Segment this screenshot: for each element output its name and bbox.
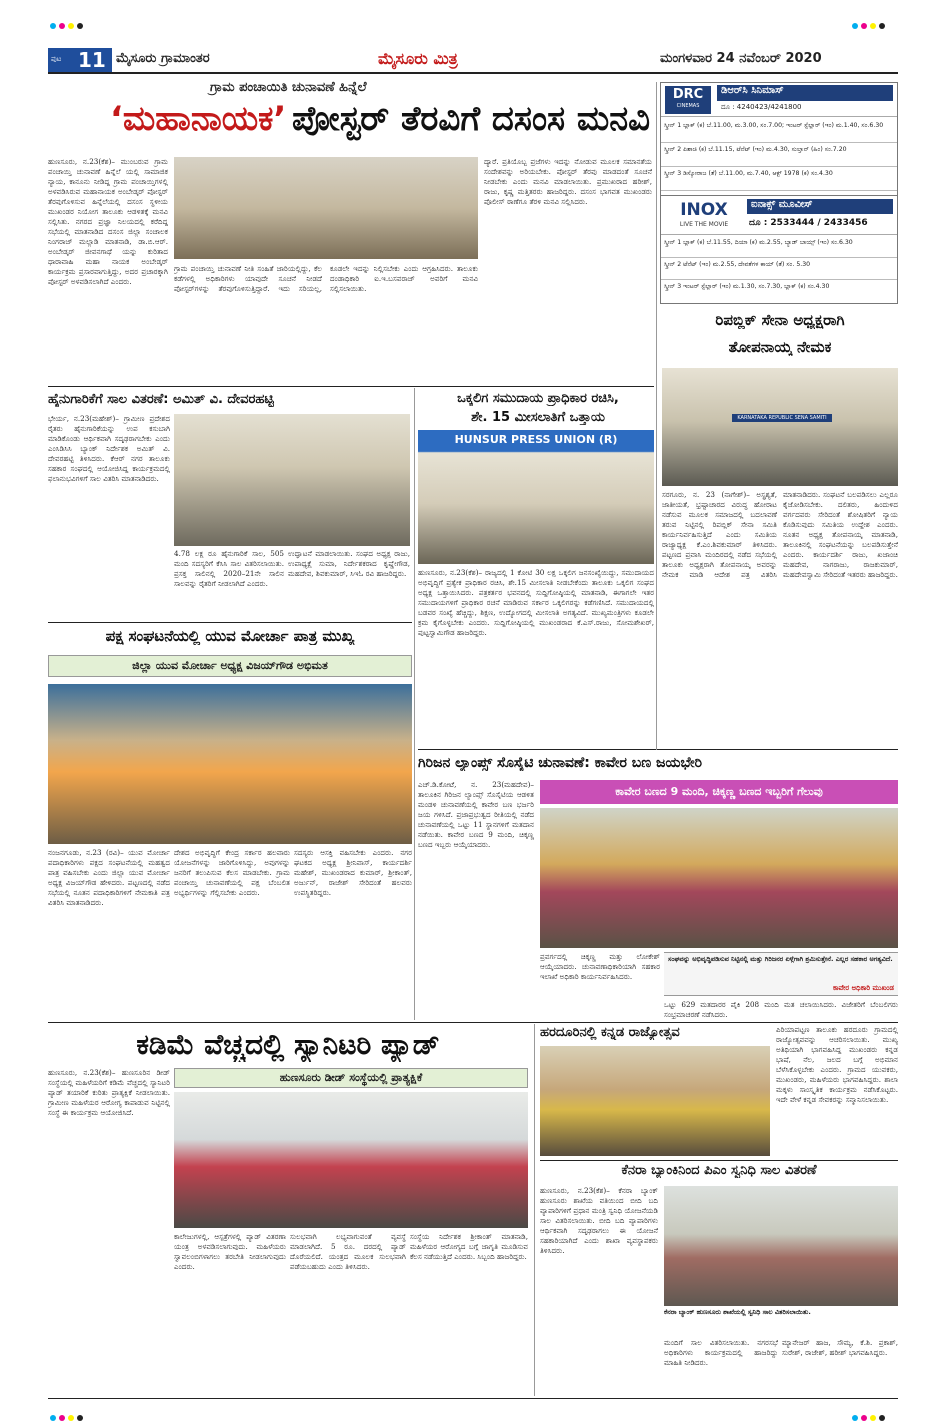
drc-screen-3: ಸ್ಕ್ರೀನ್ 3 ಡಿಸ್ಕೋರಾಜ (ತೆ) ಬೆ.11.00, ಮ.7.40, ಆಕ್ಟ್ 1978 (ಕ) ಸಂ.4.30 [661, 167, 897, 191]
sena-banner: KARNATAKA REPUBLIC SENA SAMITI [732, 414, 832, 422]
inox-title: ಐನಾಕ್ಸ್ ಮೂವೀಸ್ [747, 199, 893, 214]
sanitary-body-2: ಕಾಲೇಜುಗಳಲ್ಲಿ, ಆಸ್ಪತ್ರೆಗಳಲ್ಲಿ ಪ್ಯಾಡ್ ವಿತರಣಾ ಯಂತ್ರ ಅಳವಡಿಸಲಾಗುವುದು. ಮಹಿಳೆಯರು ಸ್ವಾವಲಂಬಿಗಳಾಗಲು ತರಬೇತಿ ನೀಡಲಾಗುವುದು ಎಂದರು. [174, 1232, 286, 1271]
rajyotsava-body: ಪಿರಿಯಾಪಟ್ಟಣ ತಾಲೂಕು ಹರದೂರು ಗ್ರಾಮದಲ್ಲಿ ರಾಜ್ಯೋತ್ಸವವನ್ನು ಆಚರಿಸಲಾಯಿತು. ಮುಖ್ಯ ಅತಿಥಿಯಾಗಿ ಭಾಗವಹಿಸಿದ್ದ ಮುಖಂಡರು ಕನ್ನಡ ಭಾಷೆ, ನೆಲ, ಜಲದ ಬಗ್ಗೆ ಅಭಿಮಾನ ಬೆಳೆಸಿಕೊಳ್ಳಬೇಕು ಎಂದರು. ಗ್ರಾಮದ ಯುವಕರು, ಮುಖಂಡರು, ಮಹಿಳೆಯರು ಭಾಗವಹಿಸಿದ್ದರು. ಶಾಲಾ ಮಕ್ಕಳು ಸಾಂಸ್ಕೃತಿಕ ಕಾರ್ಯಕ್ರಮ ನಡೆಸಿಕೊಟ್ಟರು. ಇದೇ ವೇಳೆ ಕನ್ನಡ ಸೇವಕರನ್ನು ಸನ್ಮಾನಿಸಲಾಯಿತು. [776, 1025, 898, 1104]
drc-screen-2: ಸ್ಕ್ರೀನ್ 2 ಪಿಶಾಚಿ (ಕ) ಬೆ.11.15, ಟೆನೆಟ್ (ಇಂ) ಮ.4.30, ಸುಲ್ತಾನ್ (ಹಿಂ) ಸಂ.7.20 [661, 143, 897, 167]
vrule-bottom [534, 1024, 535, 1396]
drc-logo [665, 86, 711, 114]
rule-under-okkaliga [418, 749, 898, 750]
lead-headline [110, 99, 650, 147]
registration-marks-bottom-left [50, 1406, 90, 1414]
loan-body-2: 4.78 ಲಕ್ಷ ರೂ ಹೈನುಗಾರಿಕೆ ಸಾಲ, 505 ಮಂದಿ ಸದಸ್ಯರಿಗೆ ಕೆಸಿಸಿ ಸಾಲ ವಿತರಿಸಲಾಯಿತು. ಪ್ರಸಕ್ತ ಸಾಲಿನಲ್ಲಿ 2020–21ನೇ ಸಾಲಿನ ಸಾಲವನ್ನು ರೈತರಿಗೆ ನೀಡಲಾಗಿದೆ ಎಂದರು. [174, 549, 284, 588]
registration-marks-top-right [852, 14, 892, 22]
inox-screen-2: ಸ್ಕ್ರೀನ್ 2 ಟೆನೆಟ್ (ಇಂ) ಮ.2.55, ದೇವತೆಗಳ ಕಾಯ್ (ತೆ) ಸಂ. 5.30 [661, 258, 897, 280]
sena-headline-1: ರಿಪಬ್ಲಿಕ್ ಸೇನಾ ಅಧ್ಯಕ್ಷರಾಗಿ [715, 311, 845, 329]
rule-under-yuva [48, 1022, 898, 1023]
canara-body: ಹುಣಸೂರು, ನ.23(ಕೆಶ)– ಕೆನರಾ ಬ್ಯಾಂಕ್ ಹುಣಸೂರು ಶಾಖೆಯ ವತಿಯಿಂದ ಬೀದಿ ಬದಿ ವ್ಯಾಪಾರಿಗಳಿಗೆ ಪ್ರಧಾನ ಮಂತ್ರಿ ಸ್ವನಿಧಿ ಯೋಜನೆಯಡಿ ಸಾಲ ವಿತರಿಸಲಾಯಿತು. ಬೀದಿ ಬದಿ ವ್ಯಾಪಾರಿಗಳು ಆರ್ಥಿಕವಾಗಿ ಸದೃಢರಾಗಲು ಈ ಯೋಜನೆ ಸಹಕಾರಿಯಾಗಿದೆ ಎಂದು ಶಾಖಾ ವ್ಯವಸ್ಥಾಪಕರು ತಿಳಿಸಿದರು. [540, 1186, 658, 1255]
canara-caption: ಕೆನರಾ ಬ್ಯಾಂಕ್ ಹುಣಸೂರು ಶಾಖೆಯಲ್ಲಿ ಸ್ವನಿಧಿ ಸಾಲ ವಿತರಿಸಲಾಯಿತು. [664, 1308, 811, 1316]
lamps-quote-by: ಕಾವೇರ ಅಧಿಕಾರಿ ಮುಖಂಡ [833, 984, 894, 992]
lamps-photo [540, 808, 898, 948]
loan-body-3: ಉದ್ಘಾಟನೆ ಮಾಡಲಾಯಿತು. ಸಂಘದ ಅಧ್ಯಕ್ಷ ರಾಜು, ಉಪಾಧ್ಯಕ್ಷೆ ಸುಮಾ, ನಿರ್ದೇಶಕರಾದ ಕೃಷ್ಣೇಗೌಡ, ಮಹದೇವ, ಶಿವಕುಮಾರ್, ಸಿಇಓ ರವಿ ಹಾಜರಿದ್ದರು. [288, 549, 410, 578]
drc-schedule [661, 119, 897, 191]
sanitary-body-1: ಹುಣಸೂರು, ನ.23(ಕೆಶ)– ಹುಣಸೂರಿನ ಡೀಡ್ ಸಂಸ್ಥೆಯಲ್ಲಿ ಮಹಿಳೆಯರಿಗೆ ಕಡಿಮೆ ವೆಚ್ಚದಲ್ಲಿ ಸ್ಯಾನಿಟರಿ ಪ್ಯಾಡ್ ತಯಾರಿಕೆ ಕುರಿತು ಪ್ರಾತ್ಯಕ್ಷಿಕೆ ನೀಡಲಾಯಿತು. ಗ್ರಾಮೀಣ ಮಹಿಳೆಯರ ಆರೋಗ್ಯ ಕಾಪಾಡುವ ನಿಟ್ಟಿನಲ್ಲಿ ಸಂಸ್ಥೆ ಈ ಕಾರ್ಯಕ್ರಮ ಆಯೋಜಿಸಿದೆ. [48, 1068, 170, 1117]
loan-photo [174, 414, 410, 546]
sena-headline-2: ತೋಪನಾಯ್ಕ ನೇಮಕ [728, 338, 832, 356]
section-name: ಮೈಸೂರು ಗ್ರಾಮಾಂತರ [116, 51, 210, 66]
sanitary-body-3: ಸುಲಭವಾಗಿ ಲಭ್ಯವಾಗುವಂತೆ ವ್ಯವಸ್ಥೆ ಮಾಡಲಾಗಿದೆ. 5 ರೂ. ದರದಲ್ಲಿ ಪ್ಯಾಡ್ ದೊರೆಯಲಿದೆ. ಯಂತ್ರದ ಮೂಲಕ ಸುಲಭವಾಗಿ ಪಡೆಯಬಹುದು ಎಂದು ತಿಳಿಸಿದರು. [290, 1232, 406, 1271]
yuva-sub: ಜಿಲ್ಲಾ ಯುವ ಮೋರ್ಚಾ ಅಧ್ಯಕ್ಷ ವಿಜಯ್‌ಗೌಡ ಅಭಿಮತ [48, 655, 412, 677]
rule-under-rajyotsava [540, 1160, 898, 1161]
yuva-photo [48, 684, 412, 844]
canara-headline: ಕೆನರಾ ಬ್ಯಾಂಕಿನಿಂದ ಪಿಎಂ ಸ್ವನಿಧಿ ಸಾಲ ವಿತರಣೆ [621, 1163, 817, 1178]
rajyotsava-headline: ಹರದೂರಿನಲ್ಲಿ ಕನ್ನಡ ರಾಜ್ಯೋತ್ಸವ [540, 1025, 680, 1040]
inox-screen-1: ಸ್ಕ್ರೀನ್ 1 ಬ್ಲಾಕ್ (ಕ) ಬೆ.11.55, ದಿಯಾ (ಕ) ಮ.2.55, ಬ್ಯಾಡ್ ಬಾಯ್ಸ್ (ಇಂ) ಸಂ.6.30 [661, 236, 897, 258]
sanitary-photo [174, 1092, 528, 1228]
lamps-body-3: ಒಟ್ಟು 629 ಮತದಾರರ ಪೈಕಿ 208 ಮಂದಿ ಮತ ಚಲಾಯಿಸಿದರು. ವಿಜೇತರಿಗೆ ಬೆಂಬಲಿಗರು ಸಂಭ್ರಮಾಚರಣೆ ನಡೆಸಿದರು. [664, 1000, 898, 1019]
drc-header [661, 83, 897, 117]
sena-photo [662, 368, 898, 486]
lamps-headline: ಗಿರಿಜನ ಲ್ಯಾಂಪ್ಸ್ ಸೊಸೈಟಿ ಚುನಾವಣೆ: ಕಾವೇರ ಬಣ ಜಯಭೇರಿ [418, 755, 702, 771]
sanitary-sub: ಹುಣಸೂರು ಡೀಡ್ ಸಂಸ್ಥೆಯಲ್ಲಿ ಪ್ರಾತ್ಯಕ್ಷಿಕೆ [174, 1068, 528, 1088]
registration-marks-top-left [50, 14, 90, 22]
drc-screen-1: ಸ್ಕ್ರೀನ್ 1 ಬ್ಲಾಕ್ (ಕ) ಬೆ.11.00, ಮ.3.00, ಸಂ.7.00; ಇಂಟರ್ ಸ್ಟೆಲ್ಲಾರ್ (ಇಂ) ಮ.1.40, ಸಂ.6.30 [661, 119, 897, 143]
lamps-quote-box [664, 952, 898, 996]
sena-body: ಸರಗೂರು, ನ. 23 (ನಾಗೇಶ್)– ಅಸ್ಪ್ರಶ್ಯತೆ, ಜಾತೀಯತೆ, ಭ್ರಷ್ಟಾಚಾರದ ವಿರುದ್ಧ ಹೋರಾಟ ನಡೆಸುವ ಮೂಲಕ ಸಮಾಜದಲ್ಲಿ ಬದಲಾವಣೆ ತರುವ ನಿಟ್ಟಿನಲ್ಲಿ ರಿಪಬ್ಲಿಕ್ ಸೇನಾ ಸಮಿತಿ ಕಾರ್ಯನಿರ್ವಹಿಸುತ್ತಿದೆ ಎಂದು ಸಮಿತಿಯ ರಾಜ್ಯಾಧ್ಯಕ್ಷ ಕೆ.ಎಂ.ಶಿವಕುಮಾರ್ ತಿಳಿಸಿದರು. ಪಟ್ಟಣದ ಪ್ರವಾಸಿ ಮಂದಿರದಲ್ಲಿ ನಡೆದ ಸಭೆಯಲ್ಲಿ ತಾಲೂಕು ಅಧ್ಯಕ್ಷರಾಗಿ ತೋಪನಾಯ್ಕ ಅವರನ್ನು ನೇಮಕ ಮಾಡಿ ಆದೇಶ ಪತ್ರ ವಿತರಿಸಿ ಮಾತನಾಡಿದರು. ಸಂಘಟನೆ ಬಲಪಡಿಸಲು ಎಲ್ಲರೂ ಕೈಜೋಡಿಸಬೇಕು. ದಲಿತರು, ಹಿಂದುಳಿದ ವರ್ಗದವರು ಸೇರಿದಂತೆ ಶೋಷಿತರಿಗೆ ನ್ಯಾಯ ಕೊಡಿಸುವುದು ಸಮಿತಿಯ ಉದ್ದೇಶ ಎಂದರು. ನೂತನ ಅಧ್ಯಕ್ಷ ತೋಪನಾಯ್ಕ ಮಾತನಾಡಿ, ತಾಲೂಕಿನಲ್ಲಿ ಸಂಘಟನೆಯನ್ನು ಬಲಪಡಿಸುತ್ತೇನೆ ಎಂದರು. ಕಾರ್ಯದರ್ಶಿ ರಾಜು, ಖಜಾಂಚಿ ಮಹದೇವ, ನಾಗರಾಜು, ರಾಜಕುಮಾರ್, ಮಹದೇವಸ್ವಾಮಿ ಸೇರಿದಂತೆ ಇತರರು ಹಾಜರಿದ್ದರು. [662, 490, 898, 579]
masthead [48, 46, 898, 74]
vrule-lead-right [656, 82, 657, 750]
yuva-body-3: ಸದಸ್ಯರು ಆಸಕ್ತಿ ವಹಿಸಬೇಕು ಎಂದರು. ನಗರ ಘಟಕದ ಅಧ್ಯಕ್ಷ ಶ್ರೀನಿವಾಸ್, ಕಾರ್ಯದರ್ಶಿ ಮಹೇಶ್, ಮುಖಂಡರಾದ ಕುಮಾರ್, ಶ್ರೀಕಾಂತ್, ಅರ್ಜುನ್, ರಾಜೇಶ್ ಸೇರಿದಂತೆ ಹಲವರು ಉಪಸ್ಥಿತರಿದ್ದರು. [294, 848, 412, 897]
rajyotsava-photo [540, 1046, 770, 1156]
rule-under-lead [48, 386, 654, 387]
drc-logo-sub: CINEMAS [676, 103, 700, 109]
inox-logo [665, 200, 743, 232]
drc-title: ಡಿಆರ್‌ಸಿ ಸಿನಿಮಾಸ್ [717, 85, 893, 101]
yuva-body-1: ನಂಜನಗೂಡು, ನ.23 (ರವಿ)– ಯುವ ಮೋರ್ಚಾ ಪದಾಧಿಕಾರಿಗಳು ಪಕ್ಷದ ಸಂಘಟನೆಯಲ್ಲಿ ಮಹತ್ವದ ಪಾತ್ರ ವಹಿಸಬೇಕು ಎಂದು ಜಿಲ್ಲಾ ಯುವ ಮೋರ್ಚಾ ಅಧ್ಯಕ್ಷ ವಿಜಯ್‌ಗೌಡ ಹೇಳಿದರು. ಪಟ್ಟಣದಲ್ಲಿ ನಡೆದ ಸಭೆಯಲ್ಲಿ ನೂತನ ಪದಾಧಿಕಾರಿಗಳಿಗೆ ನೇಮಕಾತಿ ಪತ್ರ ವಿತರಿಸಿ ಮಾತನಾಡಿದರು. [48, 848, 170, 907]
lamps-sub: ಕಾವೇರ ಬಣದ 9 ಮಂದಿ, ಚಿಕ್ಕಣ್ಣ ಬಣದ ಇಬ್ಬರಿಗೆ ಗೆಲುವು [540, 780, 898, 804]
loan-body-1: ಭೇರ್ಯ, ನ.23(ಮಹೇಶ್)– ಗ್ರಾಮೀಣ ಪ್ರದೇಶದ ರೈತರು ಹೈನುಗಾರಿಕೆಯನ್ನು ಉಪ ಕಸುಬಾಗಿ ಮಾಡಿಕೊಂಡು ಆರ್ಥಿಕವಾಗಿ ಸದೃಢರಾಗಬೇಕು ಎಂದು ಎಂಸಿಡಿಸಿಸಿ ಬ್ಯಾಂಕ್ ನಿರ್ದೇಶಕ ಅಮಿತ್ ವಿ. ದೇವರಹಟ್ಟಿ ತಿಳಿಸಿದರು. ಕೆಆರ್ ನಗರ ತಾಲೂಕು ಸಹಕಾರ ಸಂಘದಲ್ಲಿ ಆಯೋಜಿಸಿದ್ದ ಕಾರ್ಯಕ್ರಮದಲ್ಲಿ ಫಲಾನುಭವಿಗಳಿಗೆ ಸಾಲ ವಿತರಿಸಿ ಮಾತನಾಡಿದರು. [48, 414, 170, 483]
inox-logo-text: INOX [680, 200, 728, 220]
yuva-headline: ಪಕ್ಷ ಸಂಘಟನೆಯಲ್ಲಿ ಯುವ ಮೋರ್ಚಾ ಪಾತ್ರ ಮುಖ್ಯ [105, 627, 355, 645]
page-label: ಪುಟ [51, 55, 62, 63]
lead-kicker: ಗ್ರಾಮ ಪಂಚಾಯಿತಿ ಚುನಾವಣೆ ಹಿನ್ನೆಲೆ [210, 80, 367, 95]
registration-marks-bottom-right [852, 1406, 892, 1414]
rule-under-loan [48, 622, 412, 623]
lead-body-right: ದ್ಯಾರೆ. ಪ್ರತಿಯೊಬ್ಬ ಪ್ರಜೆಗಳು ಇದನ್ನು ನೋಡುವ ಮೂಲಕ ಸಮಾನತೆಯ ಸಂದೇಶವನ್ನು ಅರಿಯಬೇಕು. ಪೋಸ್ಟರ್ ತೆರವು ಮಾಡದಂತೆ ಸೂಚನೆ ನೀಡಬೇಕು ಎಂದು ಮನವಿ ಮಾಡಲಾಯಿತು. ಪ್ರಮುಖರಾದ ಹರೀಶ್, ರಾಜು, ಕೃಷ್ಣ ಮತ್ತಿತರರು ಹಾಜರಿದ್ದರು. ದಸಂಸ ಭಾಗವತ ಮುಖಂಡರು ಪೊಲೀಸ್ ಠಾಣೆಗೂ ತೆರಳಿ ಮನವಿ ಸಲ್ಲಿಸಿದರು. [484, 157, 652, 206]
okkaliga-headline-2: ಶೇ. 15 ಮೀಸಲಾತಿಗೆ ಒತ್ತಾಯ [471, 410, 605, 425]
okkaliga-body: ಹುಣಸೂರು, ನ.23(ಕೆಶ)– ರಾಜ್ಯದಲ್ಲಿ 1 ಕೋಟಿ 30 ಲಕ್ಷ ಒಕ್ಕಲಿಗ ಜನಸಂಖ್ಯೆಯಿದ್ದು, ಸಮುದಾಯದ ಅಭಿವೃದ್ಧಿಗೆ ಪ್ರತ್ಯೇಕ ಪ್ರಾಧಿಕಾರ ರಚಿಸಿ, ಶೇ.15 ಮೀಸಲಾತಿ ನೀಡಬೇಕೆಂದು ತಾಲೂಕು ಒಕ್ಕಲಿಗ ಸಂಘದ ಅಧ್ಯಕ್ಷ ಒತ್ತಾಯಿಸಿದರು. ಪತ್ರಕರ್ತರ ಭವನದಲ್ಲಿ ಸುದ್ದಿಗೋಷ್ಠಿಯಲ್ಲಿ ಮಾತನಾಡಿ, ಈಗಾಗಲೇ ಇತರ ಸಮುದಾಯಗಳಿಗೆ ಪ್ರಾಧಿಕಾರ ರಚನೆ ಮಾಡಿರುವ ಸರ್ಕಾರ ಒಕ್ಕಲಿಗರನ್ನು ಕಡೆಗಣಿಸಿದೆ. ಸಮುದಾಯದಲ್ಲಿ ಬಡವರ ಸಂಖ್ಯೆ ಹೆಚ್ಚಿದ್ದು, ಶಿಕ್ಷಣ, ಉದ್ಯೋಗದಲ್ಲಿ ಮೀಸಲಾತಿ ಅಗತ್ಯವಿದೆ. ಮುಖ್ಯಮಂತ್ರಿಗಳು ಕೂಡಲೇ ಕ್ರಮ ಕೈಗೊಳ್ಳಬೇಕು ಎಂದರು. ಸುದ್ದಿಗೋಷ್ಠಿಯಲ್ಲಿ ಮುಖಂಡರಾದ ಕೆ.ಎಸ್.ರಾಜು, ಸೋಮಶೇಖರ್, ಪುಟ್ಟಸ್ವಾಮಿಗೌಡ ಹಾಜರಿದ್ದರು. [418, 568, 654, 637]
inox-schedule [661, 236, 897, 302]
sanitary-body-4: ಸಂಸ್ಥೆಯ ನಿರ್ದೇಶಕ ಶ್ರೀಕಾಂತ್ ಮಾತನಾಡಿ, ಮಹಿಳೆಯರ ಆರೋಗ್ಯದ ಬಗ್ಗೆ ಜಾಗೃತಿ ಮೂಡಿಸುವ ಕೆಲಸ ನಡೆಯುತ್ತಿದೆ ಎಂದರು. ಸಿಬ್ಬಂದಿ ಹಾಜರಿದ್ದರು. [410, 1232, 528, 1261]
cinema-box [660, 82, 898, 304]
vrule-mid [414, 388, 415, 1020]
lamps-body-1: ಎಚ್.ಡಿ.ಕೋಟೆ, ನ. 23(ಮಹದೇವ)– ತಾಲೂಕಿನ ಗಿರಿಜನ ಲ್ಯಾಂಪ್ಸ್ ಸೊಸೈಟಿಯ ಆಡಳಿತ ಮಂಡಳಿ ಚುನಾವಣೆಯಲ್ಲಿ ಕಾವೇರ ಬಣ ಭರ್ಜರಿ ಜಯ ಗಳಿಸಿದೆ. ಪ್ರಜಾಪ್ರಭುತ್ವದ ರೀತಿಯಲ್ಲಿ ನಡೆದ ಚುನಾವಣೆಯಲ್ಲಿ ಒಟ್ಟು 11 ಸ್ಥಾನಗಳಿಗೆ ಮತದಾನ ನಡೆಯಿತು. ಕಾವೇರ ಬಣದ 9 ಮಂದಿ, ಚಿಕ್ಕಣ್ಣ ಬಣದ ಇಬ್ಬರು ಆಯ್ಕೆಯಾದರು. [418, 780, 534, 849]
issue-date: ಮಂಗಳವಾರ 24 ನವೆಂಬರ್ 2020 [660, 51, 822, 66]
okkaliga-headline-1: ಒಕ್ಕಲಿಗ ಸಮುದಾಯ ಪ್ರಾಧಿಕಾರ ರಚಿಸಿ, [457, 391, 619, 406]
page-number: 11 [78, 48, 106, 72]
rule-footer [48, 1398, 898, 1399]
sanitary-headline: ಕಡಿಮೆ ವೆಚ್ಚದಲ್ಲಿ ಸ್ಯಾನಿಟರಿ ಪ್ಯಾಡ್ [136, 1028, 440, 1061]
canara-body-3: ಮ್ಯಾನೇಜರ್ ಹಾಜ, ಸೌಮ್ಯ, ಕೆ.ಶಿ. ಪ್ರಕಾಶ್, ಸುರೇಶ್, ರಾಜೇಶ್, ಹರೀಶ್ ಭಾಗವಹಿಸಿದ್ದರು. [782, 1338, 898, 1357]
lead-headline-rest: ಪೋಸ್ಟರ್ ತೆರವಿಗೆ ದಸಂಸ ಮನವಿ [291, 99, 650, 139]
inox-screen-3: ಸ್ಕ್ರೀನ್ 3 ಇಂಟರ್ ಸ್ಟೆಲ್ಲಾರ್ (ಇಂ) ಮ.1.30, ಸಂ.7.30, ಬ್ಲಾಕ್ (ಕ) ಸಂ.4.30 [664, 283, 830, 290]
lead-body-mid: ಗ್ರಾಮ ಪಂಚಾಯ್ತಿ ಚುನಾವಣೆ ನೀತಿ ಸಂಹಿತೆ ಜಾರಿಯಲ್ಲಿದ್ದು, ಕೆಲ ಕಡೆಗಳಲ್ಲಿ ಅಧಿಕಾರಿಗಳು ಯಾವುದೇ ಸೂಚನೆ ನೀಡದೆ ಪೋಸ್ಟರ್‌ಗಳನ್ನು ತೆರವುಗೊಳಿಸುತ್ತಿದ್ದಾರೆ. ಇದು ಸರಿಯಲ್ಲ, ಕೂಡಲೇ ಇದನ್ನು ನಿಲ್ಲಿಸಬೇಕು ಎಂದು ಆಗ್ರಹಿಸಿದರು. ತಾಲೂಕು ದಂಡಾಧಿಕಾರಿ ಐ.ಇ.ಬಸವರಾಜ್ ಅವರಿಗೆ ಮನವಿ ಸಲ್ಲಿಸಲಾಯಿತು. [174, 264, 478, 293]
lead-headline-quote: ‘ಮಹಾನಾಯಕ’ [110, 99, 287, 139]
canara-photo [664, 1186, 898, 1306]
page-number-box [48, 48, 112, 72]
okkaliga-photo [418, 430, 654, 564]
inox-phone: ದೂ : 2533444 / 2433456 [749, 218, 868, 228]
yuva-body-2: ದೇಶದ ಅಭಿವೃದ್ಧಿಗೆ ಕೇಂದ್ರ ಸರ್ಕಾರ ಹಲವಾರು ಯೋಜನೆಗಳನ್ನು ಜಾರಿಗೊಳಿಸಿದ್ದು, ಅವುಗಳನ್ನು ಜನರಿಗೆ ತಲುಪಿಸುವ ಕೆಲಸ ಮಾಡಬೇಕು. ಗ್ರಾಮ ಪಂಚಾಯ್ತಿ ಚುನಾವಣೆಯಲ್ಲಿ ಪಕ್ಷ ಬೆಂಬಲಿತ ಅಭ್ಯರ್ಥಿಗಳನ್ನು ಗೆಲ್ಲಿಸಬೇಕು ಎಂದರು. [174, 848, 290, 897]
lamps-quote: ಸಂಘವನ್ನು ಅಭಿವೃದ್ಧಿಪಡಿಸುವ ನಿಟ್ಟಿನಲ್ಲಿ ಮತ್ತು ಗಿರಿಜನರ ಏಳ್ಗೆಗಾಗಿ ಶ್ರಮಿಸುತ್ತೇನೆ. ಎಲ್ಲರ ಸಹಕಾರ ಅಗತ್ಯವಿದೆ. [668, 955, 893, 963]
inox-header [661, 195, 897, 235]
lamps-body-2: ಪ್ರವರ್ಗದಲ್ಲಿ ಚಿಕ್ಕಣ್ಣ ಮತ್ತು ಲೋಕೇಶ್ ಆಯ್ಕೆಯಾದರು. ಚುನಾವಣಾಧಿಕಾರಿಯಾಗಿ ಸಹಕಾರ ಇಲಾಖೆ ಅಧಿಕಾರಿ ಕಾರ್ಯನಿರ್ವಹಿಸಿದರು. [540, 952, 660, 981]
drc-logo-text: DRC [672, 87, 704, 102]
lead-body-left: ಹುಣಸೂರು, ನ.23(ಕೆಶ)– ಮುಂಬರುವ ಗ್ರಾಮ ಪಂಚಾಯ್ತಿ ಚುನಾವಣೆ ಹಿನ್ನೆಲೆ ಯಲ್ಲಿ ಸಾಮಾಜಿಕ ನ್ಯಾಯ, ಕಾನೂನು ನೀಡಿದ್ದ ಗ್ರಾಮ ಪಂಚಾಯ್ತಿಗಳಲ್ಲಿ ಅಳವಡಿಸಿರುವ ಮಹಾನಾಯಕ ಅಂಬೇಡ್ಕರ್ ಪೋಸ್ಟರ್ ತೆರವುಗೊಳಿಸುವ ಹಿನ್ನೆಲೆಯಲ್ಲಿ ದಸಂಸ ಸ್ಥಳೀಯ ಮುಖಂಡರ ನಿಯೋಗ ತಾಲೂಕು ಆಡಳಿತಕ್ಕೆ ಮನವಿ ಸಲ್ಲಿಸಿತು. ನಗರದ ಪ್ರಜ್ಞಾ ನಿಲಯದಲ್ಲಿ ಕರೆದಿದ್ದ ಸಭೆಯಲ್ಲಿ ಮಾತನಾಡಿದ ದಸಂಸ ಜಿಲ್ಲಾ ಸಂಚಾಲಕ ನಿಂಗರಾಜ್ ಮಲ್ಲಾಡಿ ಮಾತನಾಡಿ, ಡಾ.ಬಿ.ಆರ್. ಅಂಬೇಡ್ಕರ್ ಜೀವನಗಾಥೆ ಯನ್ನು ಕುರಿತಾದ ಧಾರಾವಾಹಿ ಮಹಾ ನಾಯಕ ಅಂಬೇಡ್ಕರ್ ಕಾರ್ಯಕ್ರಮ ಪ್ರಸಾರವಾಗುತ್ತಿದ್ದು, ಅದರ ಪ್ರಚಾರಕ್ಕಾಗಿ ಪೋಸ್ಟರ್ ಅಳವಡಿಸಲಾಗಿದೆ ಎಂದರು. [48, 157, 168, 286]
paper-name: ಮೈಸೂರು ಮಿತ್ರ [378, 49, 458, 68]
okkaliga-banner: HUNSUR PRESS UNION (R) [454, 433, 618, 446]
canara-body-2: ಮಂದಿಗೆ ಸಾಲ ವಿತರಿಸಲಾಯಿತು. ನಗರಸಭೆ ಅಧಿಕಾರಿಗಳು ಕಾರ್ಯಕ್ರಮದಲ್ಲಿ ಹಾಜರಿದ್ದು ಮಾಹಿತಿ ನೀಡಿದರು. [664, 1338, 778, 1367]
drc-phone: ದೂ : 4240423/4241800 [721, 103, 802, 111]
inox-tagline: LIVE THE MOVIE [679, 221, 729, 228]
loan-headline: ಹೈನುಗಾರಿಕೆಗೆ ಸಾಲ ವಿತರಣೆ: ಅಮಿತ್ ವಿ. ದೇವರಹಟ್ಟಿ [48, 392, 274, 407]
lead-photo [174, 157, 478, 259]
